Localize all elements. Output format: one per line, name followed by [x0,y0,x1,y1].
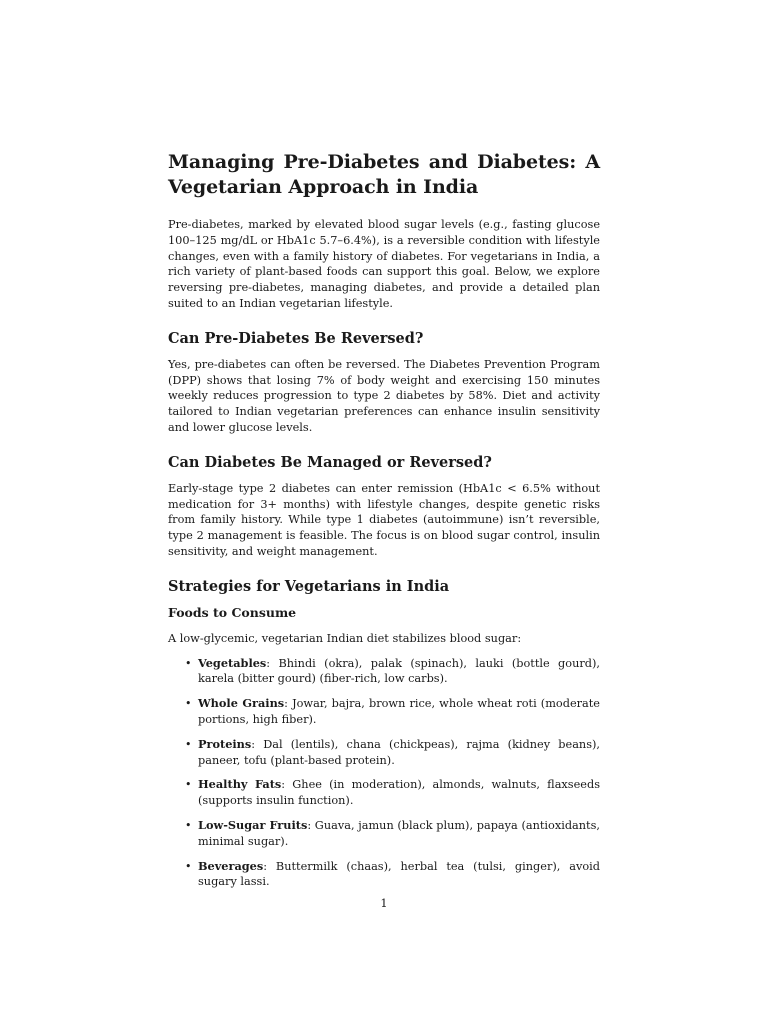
list-item-term: Low-Sugar Fruits [198,817,308,832]
document-page [168,150,600,899]
section-body-prediabetes-reversal: Yes, pre-diabetes can often be reversed. The Diabetes Prevention Program (DPP) shows that losing 7% of body weight and exercising 150 minutes weekly reduces progression to type 2 diabetes by 58%. Diet and activity tailored to Indian vegetarian preferences can enhance insulin sensitivity and lower glucose levels. [168,357,600,434]
bullet-icon: • [185,656,192,670]
intro-paragraph: Pre-diabetes, marked by elevated blood sugar levels (e.g., fasting glucose 100–125 mg/dL or HbA1c 5.7–6.4%), is a reversible condition with lifestyle changes, even with a family history of diabetes. For vegetarians in India, a rich variety of plant-based foods can support this goal. Below, we explore reversing pre-diabetes, managing diabetes, and provide a detailed plan suited to an Indian vegetarian lifestyle. [168,218,600,310]
section-body-diabetes-management: Early-stage type 2 diabetes can enter remission (HbA1c < 6.5% without medication for 3+ months) with lifestyle changes, despite genetic risks from family history. While type 1 diabetes (autoimmune) isn’t reversible, type 2 management is feasible. The focus is on blood sugar control, insulin sensitivity, and weight management. [168,481,600,558]
list-item-text: : Bhindi (okra), palak (spinach), lauki (bottle gourd), karela (bitter gourd) (fiber-rich, low carbs). [198,656,600,686]
list-item-term: Vegetables [198,655,267,670]
list-item [168,696,600,728]
foods-list [168,656,600,891]
list-item [168,818,600,850]
document-title: Managing Pre-Diabetes and Diabetes: A Vegetarian Approach in India [168,151,600,198]
foods-lead-paragraph: A low-glycemic, vegetarian Indian diet stabilizes blood sugar: [168,631,522,645]
bullet-icon: • [185,737,192,751]
bullet-icon: • [185,859,192,873]
list-item [168,777,600,809]
list-item-text: : Ghee (in moderation), almonds, walnuts, flaxseeds (supports insulin function). [198,778,600,808]
list-item-term: Proteins [198,736,252,751]
list-item-text: : Jowar, bajra, brown rice, whole wheat roti (moderate portions, high fiber). [198,697,600,726]
section-heading-strategies: Strategies for Vegetarians in India [168,577,450,595]
subsection-heading-foods: Foods to Consume [168,604,297,620]
bullet-icon: • [185,697,192,711]
list-item-text: : Guava, jamun (black plum), papaya (antioxidants, minimal sugar). [198,818,600,848]
list-item [168,737,600,769]
section-heading-diabetes-management: Can Diabetes Be Managed or Reversed? [168,453,492,471]
section-heading-prediabetes-reversal: Can Pre-Diabetes Be Reversed? [168,329,424,347]
list-item [168,656,600,688]
list-item-text: : Buttermilk (chaas), herbal tea (tulsi, ginger), avoid sugary lassi. [198,859,600,889]
bullet-icon: • [185,778,192,792]
list-item-term: Beverages [198,858,264,873]
list-item-term: Whole Grains [198,696,285,711]
list-item-term: Healthy Fats [198,777,282,792]
list-item-text: : Dal (lentils), chana (chickpeas), rajma (kidney beans), paneer, tofu (plant-based protein). [198,737,600,767]
list-item [168,859,600,891]
page-number: 1 [380,897,388,910]
bullet-icon: • [185,818,192,832]
